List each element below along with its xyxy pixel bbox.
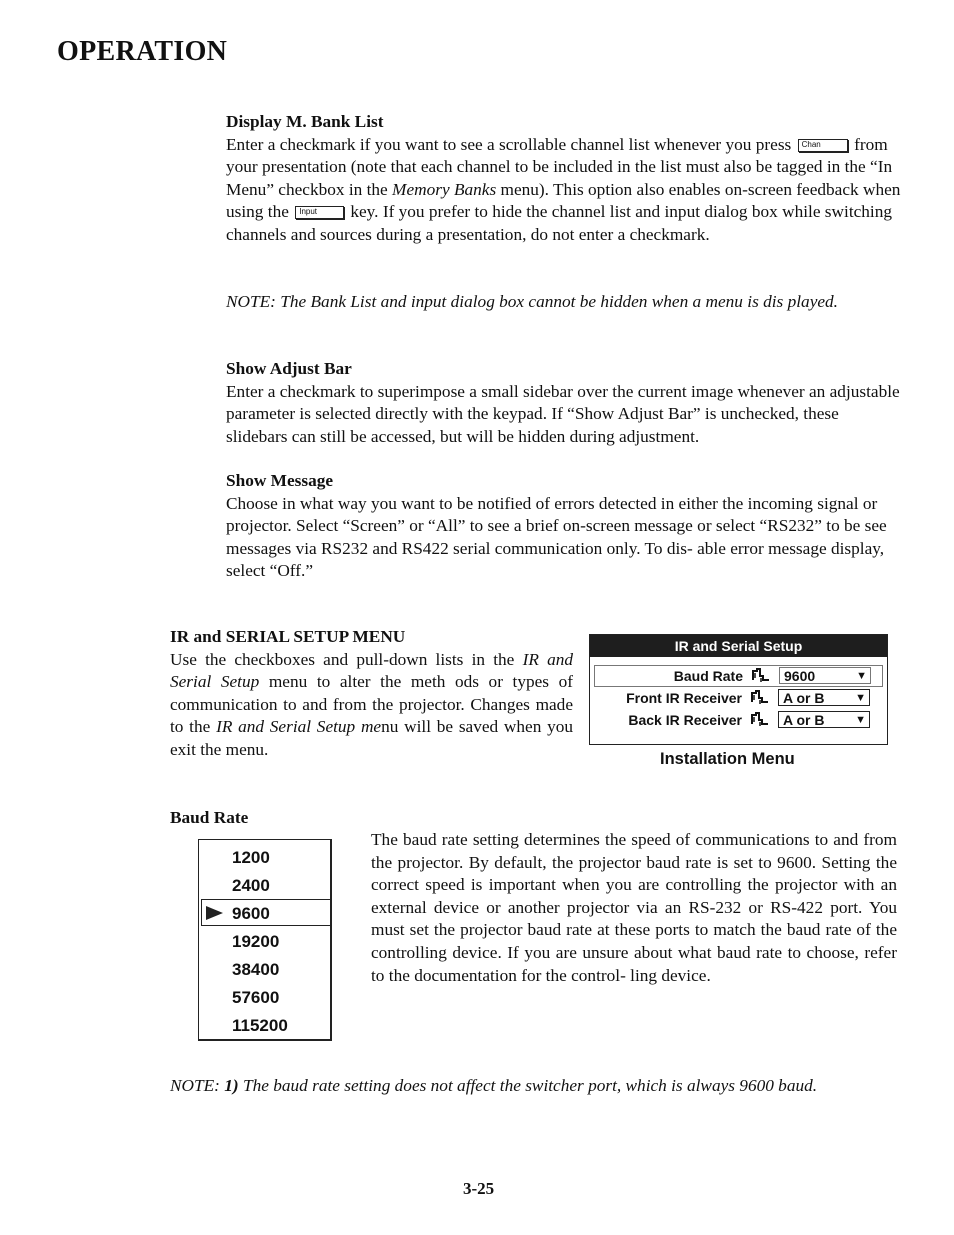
baud-option-label: 2400 <box>232 876 270 895</box>
baud-option-label: 9600 <box>232 904 270 923</box>
ir-serial-ref-1: IR and Serial Setup <box>170 649 573 692</box>
baud-option[interactable] <box>202 872 328 899</box>
show-adjust-bar-body: Enter a checkmark to superimpose a small sidebar over the current image whenever an adjustable parameter is selected directly with the keypad. If “Show Adjust Bar” is unchecked, these slidebars can still be accessed, but will be hidden during adjustment. <box>226 381 900 446</box>
input-key: Input <box>295 206 344 219</box>
display-bank-text-3: menu). This option also enables on-screen feedback when using the <box>226 179 901 222</box>
front-ir-receiver-select[interactable] <box>778 689 870 706</box>
show-message-body: Choose in what way you want to be notified of errors detected in either the incoming signal or projector. Select “Screen” or “All” to see a brief on-screen message or select “RS232” to be see messages via RS232 and RS422 serial communication only. To dis- able error message display, select “Off.” <box>226 493 887 581</box>
back-ir-receiver-row[interactable] <box>594 710 881 730</box>
baud-option-label: 19200 <box>232 932 280 951</box>
selection-pointer-icon <box>206 906 223 920</box>
show-adjust-bar-title: Show Adjust Bar <box>226 359 352 378</box>
display-bank-text-4: key. If you prefer to hide the channel list and input dialog box while switching channels and sources during a presentation, do not enter a checkmark. <box>226 202 893 244</box>
baud-option-label: 115200 <box>232 1016 288 1035</box>
ir-serial-body <box>170 649 573 762</box>
display-bank-text-2: from your presentation (note that each channel to be included in the list must also be tagged in the “In Menu” checkbox in the <box>226 134 893 199</box>
note-bank-list: NOTE: The Bank List and input dialog box cannot be hidden when a menu is dis played. <box>226 292 838 311</box>
baud-rate-select[interactable] <box>779 667 871 684</box>
chan-key: Chan <box>798 139 848 152</box>
note-baud-rate <box>170 1076 817 1096</box>
baud-rate-paragraph: The baud rate setting determines the speed of communications to and from the projector. By default, the projector baud rate is set to 9600. Setting the correct speed is important when you are controlling the projector with an external device or another projector via an RS-232 or RS-422 port. You must set the projector baud rate at these ports to match the baud rate of the controlling device. If you are unsure about what baud rate to choose, refer to the documentation for the control- ling device. <box>371 830 897 985</box>
baud-rate-label: Baud Rate <box>673 668 743 684</box>
baud-option[interactable] <box>202 928 328 955</box>
show-message-section <box>226 470 904 583</box>
display-bank-list-section <box>226 111 904 247</box>
show-adjust-bar-section <box>226 358 904 448</box>
baud-rate-body <box>371 829 897 987</box>
baud-option-selected[interactable] <box>201 899 331 926</box>
chevron-down-icon: ▼ <box>856 670 867 682</box>
display-bank-text-1: Enter a checkmark if you want to see a scrollable channel list whenever you press <box>226 134 792 154</box>
baud-option[interactable] <box>202 956 328 983</box>
note-text: The baud rate setting does not affect the switcher port, which is always 9600 baud. <box>238 1076 818 1095</box>
back-ir-receiver-select[interactable] <box>778 711 870 728</box>
chevron-down-icon: ▼ <box>855 692 866 704</box>
note-prefix: NOTE: <box>170 1076 225 1095</box>
display-bank-list-title: Display M. Bank List <box>226 112 384 131</box>
ir-signal-icon <box>751 689 769 705</box>
ir-signal-icon <box>751 711 769 727</box>
ir-serial-text-2: menu to alter the meth ods or types of communication to and from the projector. Changes made to the <box>170 672 573 737</box>
baud-option-label: 57600 <box>232 988 280 1007</box>
note-number: 1) <box>224 1076 239 1095</box>
front-ir-receiver-label: Front IR Receiver <box>626 690 742 706</box>
ir-serial-setup-panel <box>589 634 888 745</box>
panel-caption: Installation Menu <box>660 750 795 768</box>
chevron-down-icon: ▼ <box>855 714 866 726</box>
baud-rate-title: Baud Rate <box>170 808 249 827</box>
ir-serial-ref-2: IR and Serial Setup me <box>216 717 382 737</box>
baud-option[interactable] <box>202 844 328 871</box>
display-bank-list-body <box>226 134 904 247</box>
ir-serial-title: IR and SERIAL SETUP MENU <box>170 627 406 646</box>
baud-rate-value: 9600 <box>784 668 816 684</box>
ir-serial-section <box>170 626 573 762</box>
baud-rate-list <box>198 839 332 1041</box>
memory-banks-ref: Memory Banks <box>392 179 497 199</box>
back-ir-receiver-label: Back IR Receiver <box>628 712 742 728</box>
back-ir-receiver-value: A or B <box>783 712 825 728</box>
baud-option[interactable] <box>202 984 328 1011</box>
baud-option-label: 1200 <box>232 848 270 867</box>
baud-option[interactable] <box>202 1012 328 1039</box>
ir-serial-text-3: nu will be saved when you exit the menu. <box>170 717 574 759</box>
front-ir-receiver-row[interactable] <box>594 688 881 708</box>
front-ir-receiver-value: A or B <box>783 690 825 706</box>
panel-title: IR and Serial Setup <box>590 635 887 657</box>
page-heading: OPERATION <box>57 36 228 67</box>
ir-signal-icon <box>752 667 770 683</box>
ir-serial-text-1: Use the checkboxes and pull-down lists in the <box>170 649 515 669</box>
show-message-title: Show Message <box>226 471 334 490</box>
page-number: 3-25 <box>463 1179 495 1198</box>
baud-option-label: 38400 <box>232 960 280 979</box>
baud-rate-row[interactable] <box>594 665 883 687</box>
